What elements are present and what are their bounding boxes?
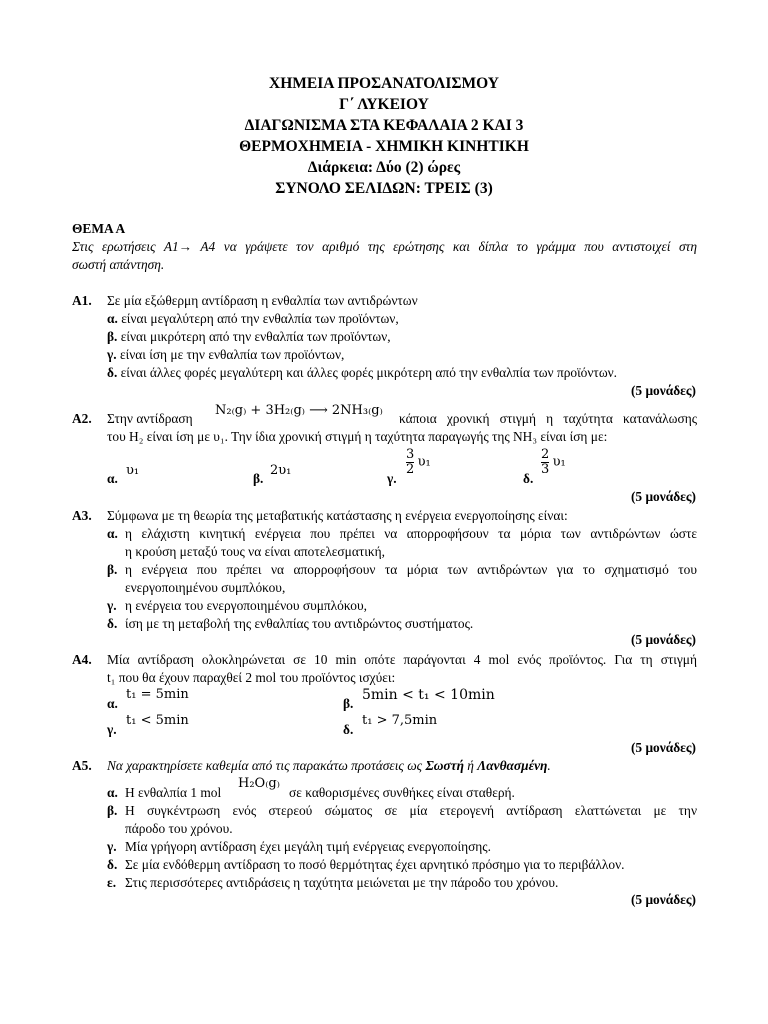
a5-option-a-letter: α.: [107, 785, 118, 800]
a5-option-b-letter: β.: [107, 803, 118, 818]
theme-instructions-line2: σωστή απάντηση.: [72, 257, 165, 272]
a2-option-b: β.: [253, 471, 264, 486]
a1-option-c: γ. είναι ίση με την ενθαλπία των προϊόντων,: [107, 347, 345, 362]
question-a2-number: Α2.: [72, 411, 92, 426]
a2-option-a-value: υ₁: [126, 463, 140, 478]
a4-option-d-expr: t₁ > 7,5min: [362, 713, 438, 728]
a2-option-c-value: $\frac{3}{2}$ υ₁: [406, 447, 431, 477]
question-a1-number: Α1.: [72, 293, 92, 308]
header-grade: Γ΄ ΛΥΚΕΙΟΥ: [339, 96, 429, 113]
question-a3-stem: Σύμφωνα με τη θεωρία της μεταβατικής κατάστασης η ενέργεια ενεργοποίησης είναι:: [107, 508, 568, 523]
question-a4-number: Α4.: [72, 652, 92, 667]
a1-option-a: α. είναι μεγαλύτερη από την ενθαλπία των προϊόντων,: [107, 311, 399, 326]
a3-option-b-text-line1: η ενέργεια που πρέπει να απορροφήσουν τα μόρια των αντιδρώντων για το σχηματισμό του: [125, 562, 697, 577]
a3-option-d-text: ίση με τη μεταβολή της ενθαλπίας του αντιδρώντος συστήματος.: [125, 616, 474, 631]
header-subject: ΧΗΜΕΙΑ ΠΡΟΣΑΝΑΤΟΛΙΣΜΟΥ: [269, 75, 499, 92]
a4-option-d-letter: δ.: [343, 722, 354, 737]
a2-option-a: α.: [107, 471, 118, 486]
question-a4-stem-line2: t₁ που θα έχουν παραχθεί 2 mol του προϊόντος ισχύει:: [107, 670, 396, 685]
a5-option-d-text: Σε μία ενδόθερμη αντίδραση το ποσό θερμότητας έχει αρνητικό πρόσημο για το περιβάλλον.: [125, 857, 625, 872]
question-a2-stem-pre: Στην αντίδραση: [107, 411, 193, 426]
a4-points: (5 μονάδες): [630, 740, 696, 755]
a2-points: (5 μονάδες): [630, 489, 696, 504]
a3-option-c-text: η ενέργεια του ενεργοποιημένου συμπλόκου,: [125, 598, 367, 613]
a3-option-a-letter: α.: [107, 526, 118, 541]
question-a2-stem-line2: του H₂ είναι ίση με υ₁. Την ίδια χρονική στιγμή η ταχύτητα παραγωγής της NH₃ είναι ίση με:: [107, 429, 608, 444]
a5-option-b-text-line1: Η συγκέντρωση ενός στερεού σώματος σε μία ετερογενή αντίδραση ελαττώνεται με την: [125, 803, 697, 818]
a5-points: (5 μονάδες): [630, 892, 696, 907]
a3-option-a-text-line2: η κρούση μεταξύ τους να είναι αποτελεσματική,: [125, 544, 385, 559]
question-a2-stem-post: κάποια χρονική στιγμή η ταχύτητα κατανάλωσης: [399, 411, 697, 426]
a5-option-a-formula: H₂O₍g₎: [238, 776, 280, 791]
a3-option-c-letter: γ.: [107, 598, 117, 613]
a3-option-b-text-line2: ενεργοποιημένου συμπλόκου,: [125, 580, 286, 595]
a2-option-d: δ.: [523, 471, 534, 486]
a2-option-d-value: $\frac{2}{3}$ υ₁: [541, 447, 566, 477]
a5-option-b-text-line2: πάροδο του χρόνου.: [125, 821, 233, 836]
a5-option-c-text: Μία γρήγορη αντίδραση έχει μεγάλη τιμή ενέργειας ενεργοποίησης.: [125, 839, 491, 854]
a5-option-c-letter: γ.: [107, 839, 117, 854]
a4-option-c-letter: γ.: [107, 722, 117, 737]
a5-option-e-letter: ε.: [107, 875, 117, 890]
a3-option-b-letter: β.: [107, 562, 118, 577]
a4-option-c-expr: t₁ < 5min: [126, 713, 189, 728]
a4-option-a-expr: t₁ = 5min: [126, 687, 189, 702]
exam-header: [0, 73, 768, 199]
a1-option-d: δ. είναι άλλες φορές μεγαλύτερη και άλλες φορές μικρότερη από την ενθαλπία των προϊόντων.: [107, 365, 618, 380]
a3-option-a-text-line1: η ελάχιστη κινητική ενέργεια που πρέπει να απορροφήσουν τα μόρια των αντιδρώντων ώστε: [125, 526, 697, 541]
question-a4-stem-line1: Μία αντίδραση ολοκληρώνεται σε 10 min οπότε παράγονται 4 mol ενός προϊόντος. Για τη στιγμή: [107, 652, 697, 667]
a2-option-c: γ.: [387, 471, 397, 486]
theme-instructions-line1: Στις ερωτήσεις Α1→ Α4 να γράψετε τον αριθμό της ερώτησης και δίπλα το γράμμα που αντιστοιχεί στη: [72, 239, 697, 254]
theme-title: ΘΕΜΑ Α: [72, 221, 126, 236]
a2-option-b-value: 2υ₁: [270, 463, 292, 478]
question-a1-stem: Σε μία εξώθερμη αντίδραση η ενθαλπία των αντιδρώντων: [107, 293, 418, 308]
a1-points: (5 μονάδες): [630, 383, 696, 398]
question-a5-number: Α5.: [72, 758, 92, 773]
a5-option-e-text: Στις περισσότερες αντιδράσεις η ταχύτητα μειώνεται με την πάροδο του χρόνου.: [125, 875, 559, 890]
a2-reaction-equation: N₂₍g₎ + 3H₂₍g₎ ⟶ 2NH₃₍g₎: [215, 403, 383, 418]
a4-option-b-expr: 5min < t₁ < 10min: [362, 687, 495, 703]
question-a5-stem: Να χαρακτηρίσετε καθεμία από τις παρακάτω προτάσεις ως Σωστή ή Λανθασμένη.: [107, 758, 551, 773]
header-test-title: ΔΙΑΓΩΝΙΣΜΑ ΣΤΑ ΚΕΦΑΛΑΙΑ 2 ΚΑΙ 3: [244, 117, 524, 134]
a4-option-a-letter: α.: [107, 696, 118, 711]
a4-option-b-letter: β.: [343, 696, 354, 711]
a1-option-b: β. είναι μικρότερη από την ενθαλπία των προϊόντων,: [107, 329, 391, 344]
header-page-count: ΣΥΝΟΛΟ ΣΕΛΙΔΩΝ: ΤΡΕΙΣ (3): [275, 180, 493, 197]
question-a3-number: Α3.: [72, 508, 92, 523]
a3-option-d-letter: δ.: [107, 616, 118, 631]
header-duration: Διάρκεια: Δύο (2) ώρες: [307, 159, 461, 176]
a3-points: (5 μονάδες): [630, 632, 696, 647]
header-chapters: ΘΕΡΜΟΧΗΜΕΙΑ - ΧΗΜΙΚΗ ΚΙΝΗΤΙΚΗ: [239, 138, 529, 155]
a5-option-d-letter: δ.: [107, 857, 118, 872]
a5-option-a-pre: Η ενθαλπία 1 mol: [125, 785, 222, 800]
a5-option-a-post: σε καθορισμένες συνθήκες είναι σταθερή.: [289, 785, 515, 800]
